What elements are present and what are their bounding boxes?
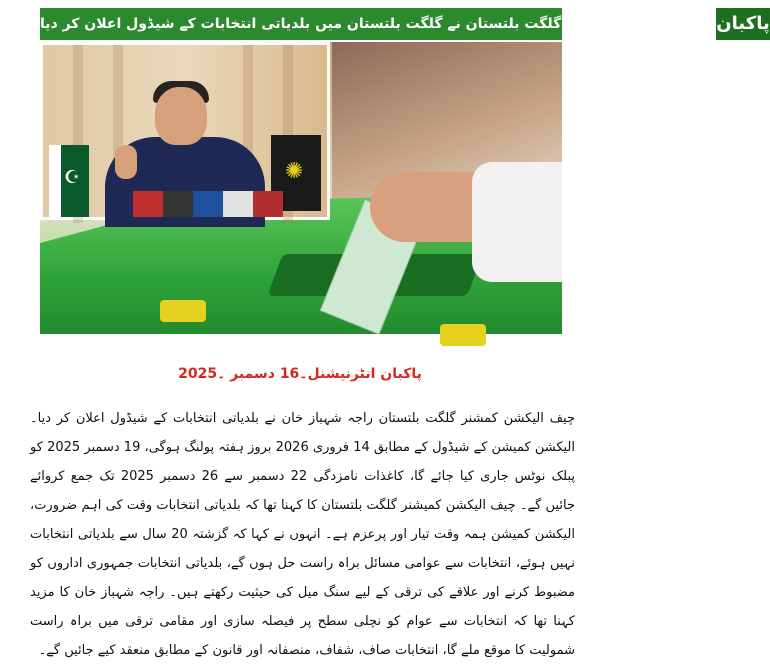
- voter-sleeve-image: [472, 162, 562, 282]
- official-head: [155, 87, 207, 145]
- ballot-box-seal: [440, 324, 486, 346]
- official-photo-inset: [40, 42, 330, 220]
- official-hand: [115, 145, 137, 179]
- ballot-box-seal: [160, 300, 206, 322]
- microphones-icon: [133, 191, 283, 217]
- headline-title[interactable]: چیف الیکشن کمشنر گلگت بلتستان نے گلگت بلتستان میں بلدیاتی انتخابات کے شیڈول اعلان کر دیا: [40, 16, 706, 32]
- dateline: پاکبان انٹرنیشنل۔16 دسمبر ۔2025: [178, 366, 422, 382]
- hero-image: [40, 42, 562, 334]
- brand-logo[interactable]: پاکبان: [713, 8, 769, 40]
- headline-bar: [40, 8, 770, 40]
- pakistan-flag-icon: [49, 145, 89, 217]
- article-body: چیف الیکشن کمشنر گلگت بلتستان راجہ شہباز خان نے بلدیاتی انتخابات کے شیڈول اعلان کر دیا۔ الیکشن کمیشن کے شیڈول کے مطابق 14 فروری 2026 بروز ہفتہ پولنگ ہوگی، 19 دسمبر 2025 کو پبلک نوٹس جاری کیا جائے گا، کاغذات نامزدگی 22 دسمبر سے 26 دسمبر 2025 تک جمع کروائے جائیں گے۔ چیف الیکشن کمیشنر گلگت بلتستان کا کہنا تھا کہ بلدیاتی انتخابات وقت کی اہم ضرورت، الیکشن کمیشن ہمہ وقت تیار اور پرعزم ہے۔ انہوں نے کہا کہ گزشتہ 20 سال سے بلدیاتی انتخابات نہیں ہوئے، انتخابات سے عوامی مسائل براہ راست حل ہوں گے، بلدیاتی انتخابات جمہوری اداروں کو مضبوط کرنے اور علاقے کی ترقی کے لیے سنگ میل کی حیثیت رکھتے ہیں۔ راجہ شہباز خان کا مزید کہنا تھا کہ انتخابات سے عوام کو نچلی سطح پر فیصلہ سازی اور مقامی ترقی میں براہ راست شمولیت کا موقع ملے گا، انتخابات صاف، شفاف، منصفانہ اور قانون کے مطابق منعقد کیے جائیں گے۔: [30, 411, 576, 658]
